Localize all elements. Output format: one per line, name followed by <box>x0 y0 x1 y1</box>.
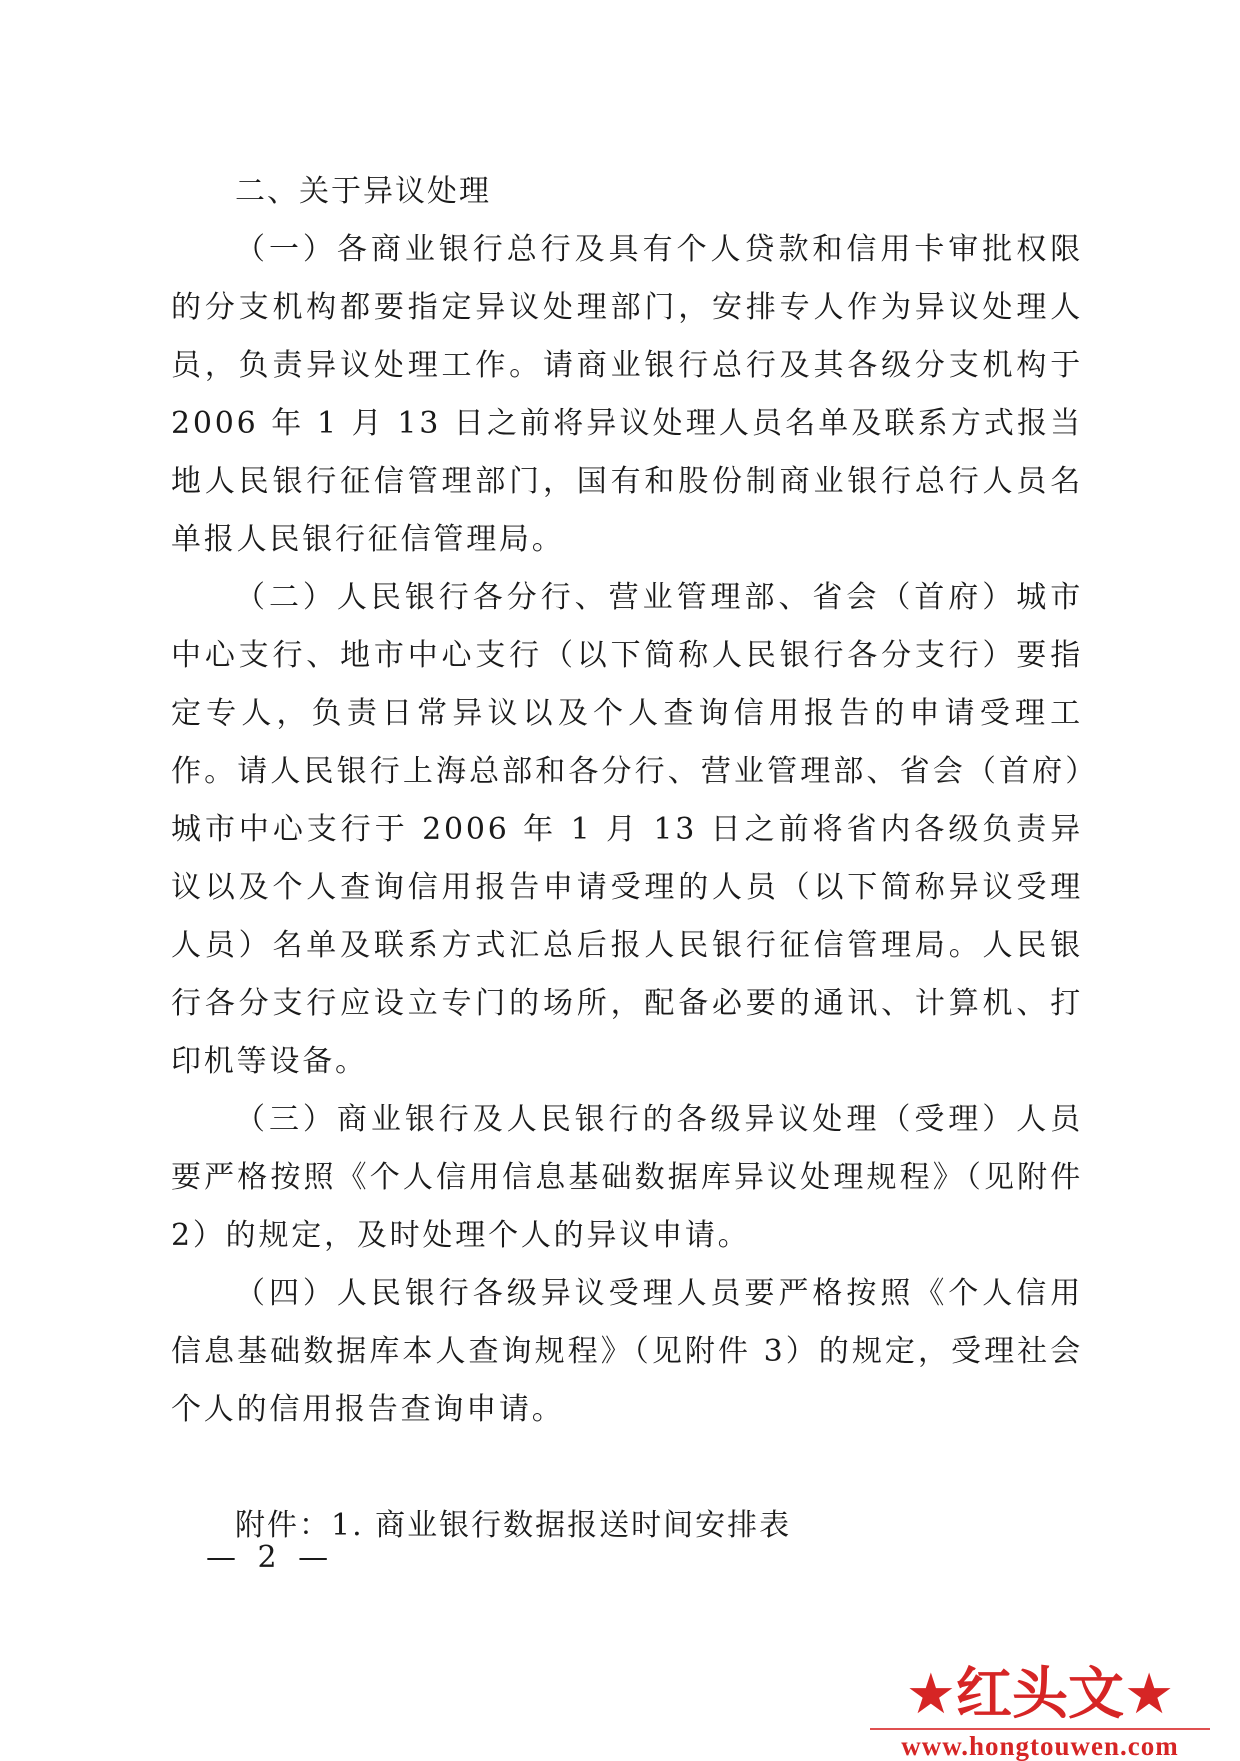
watermark-title: ★红头文★ <box>905 1662 1175 1727</box>
paragraph-3: （三）商业银行及人民银行的各级异议处理（受理）人员要严格按照《个人信用信息基础数据库异议处理规程》（见附件 2）的规定，及时处理个人的异议申请。 <box>171 1102 1083 1253</box>
document-body <box>171 163 1083 1555</box>
watermark-url: www.hongtouwen.com <box>870 1728 1210 1761</box>
paragraph-4: （四）人民银行各级异议受理人员要严格按照《个人信用信息基础数据库本人查询规程》（见附件 3）的规定，受理社会个人的信用报告查询申请。 <box>171 1276 1083 1427</box>
attachment-line: 附件：1. 商业银行数据报送时间安排表 <box>235 1508 792 1543</box>
paragraph-1: （一）各商业银行总行及具有个人贷款和信用卡审批权限的分支机构都要指定异议处理部门，安排专人作为异议处理人员，负责异议处理工作。请商业银行总行及其各级分支机构于 2006 年 1 月 13 日之前将异议处理人员名单及联系方式报当地人民银行征信管理部门，国有和股份制商业银行总行人员名单报人民银行征信管理局。 <box>171 232 1083 557</box>
section-heading: 二、关于异议处理 <box>235 174 491 209</box>
page-number: — 2 — <box>206 1540 335 1575</box>
paragraph-2: （二）人民银行各分行、营业管理部、省会（首府）城市中心支行、地市中心支行（以下简称人民银行各分支行）要指定专人，负责日常异议以及个人查询信用报告的申请受理工作。请人民银行上海总部和各分行、营业管理部、省会（首府）城市中心支行于 2006 年 1 月 13 日之前将省内各级负责异议以及个人查询信用报告申请受理的人员（以下简称异议受理人员）名单及联系方式汇总后报人民银行征信管理局。人民银行各分支行应设立专门的场所，配备必要的通讯、计算机、打印机等设备。 <box>171 580 1083 1079</box>
watermark-logo <box>860 1662 1220 1761</box>
